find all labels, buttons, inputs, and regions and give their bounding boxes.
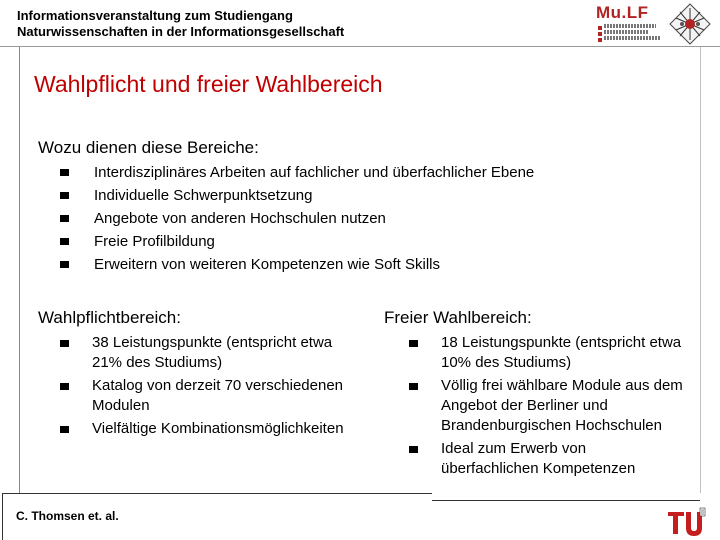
list-item-text: Freie Profilbildung [94, 233, 215, 250]
content-right-border [700, 47, 701, 493]
list-item [59, 376, 359, 416]
list-item-text: Ideal zum Erwerb von überfachlichen Kompetenzen [441, 440, 636, 477]
footer-author: C. Thomsen et. al. [16, 509, 119, 523]
list-item-text: Völlig frei wählbare Module aus dem Angebot der Berliner und Brandenburgischen Hochschulen [441, 377, 683, 434]
content-left-border [19, 47, 20, 493]
footer-top-border [2, 493, 432, 494]
bullet-square-icon [60, 261, 69, 268]
logo-line [604, 30, 648, 34]
list-item-text: Vielfältige Kombinationsmöglichkeiten [92, 420, 344, 437]
list-item [59, 253, 619, 276]
list-item [59, 161, 619, 184]
footer-left-border [2, 493, 3, 540]
content-bottom-border [432, 500, 700, 501]
bullet-square-icon [60, 383, 69, 390]
mulf-logo [596, 4, 664, 44]
list-item [59, 207, 619, 230]
bullet-square-icon [60, 192, 69, 199]
list-item [59, 333, 359, 373]
intro-heading: Wozu dienen diese Bereiche: [38, 138, 259, 157]
logo-line [604, 36, 660, 40]
bullet-square-icon [60, 426, 69, 433]
freier-wahlbereich-list [408, 333, 686, 482]
emblem-logo-icon [668, 2, 712, 46]
list-item [408, 333, 686, 373]
list-item-text: Erweitern von weiteren Kompetenzen wie Soft Skills [94, 256, 440, 273]
bullet-square-icon [60, 169, 69, 176]
logo-bullet-icon [598, 26, 602, 30]
list-item [59, 230, 619, 253]
list-item [408, 439, 686, 479]
list-item-text: Angebote von anderen Hochschulen nutzen [94, 210, 386, 227]
bullet-square-icon [60, 215, 69, 222]
list-item-text: Individuelle Schwerpunktsetzung [94, 187, 313, 204]
wahlpflicht-list [59, 333, 359, 442]
list-item-text: Interdisziplinäres Arbeiten auf fachlicher und überfachlicher Ebene [94, 164, 535, 181]
bullet-square-icon [409, 446, 418, 453]
list-item-text: 18 Leistungspunkte (entspricht etwa 10% des Studiums) [441, 334, 682, 371]
header-title-line2: Naturwissenschaften in der Informationsgesellschaft [17, 24, 345, 39]
freier-wahlbereich-heading: Freier Wahlbereich: [384, 308, 532, 327]
bullet-square-icon [60, 340, 69, 347]
header-title [17, 8, 344, 40]
list-item [408, 376, 686, 436]
bullet-square-icon [60, 238, 69, 245]
list-item-text: Katalog von derzeit 70 verschiedenen Modulen [92, 377, 344, 414]
bullet-square-icon [409, 383, 418, 390]
tu-berlin-logo-icon [664, 506, 706, 538]
logo-line [604, 24, 656, 28]
list-item [59, 184, 619, 207]
list-item-text: 38 Leistungspunkte (entspricht etwa 21% des Studiums) [92, 334, 333, 371]
intro-list [59, 161, 619, 276]
list-item [59, 419, 359, 439]
bullet-square-icon [409, 340, 418, 347]
logo-bullet-icon [598, 38, 602, 42]
mulf-logo-text: Mu.LF [596, 3, 649, 22]
header-title-line1: Informationsveranstaltung zum Studiengang [17, 8, 293, 23]
wahlpflicht-heading: Wahlpflichtbereich: [38, 308, 181, 327]
slide-title: Wahlpflicht und freier Wahlbereich [34, 71, 383, 97]
header-divider [0, 46, 720, 47]
logo-bullet-icon [598, 32, 602, 36]
